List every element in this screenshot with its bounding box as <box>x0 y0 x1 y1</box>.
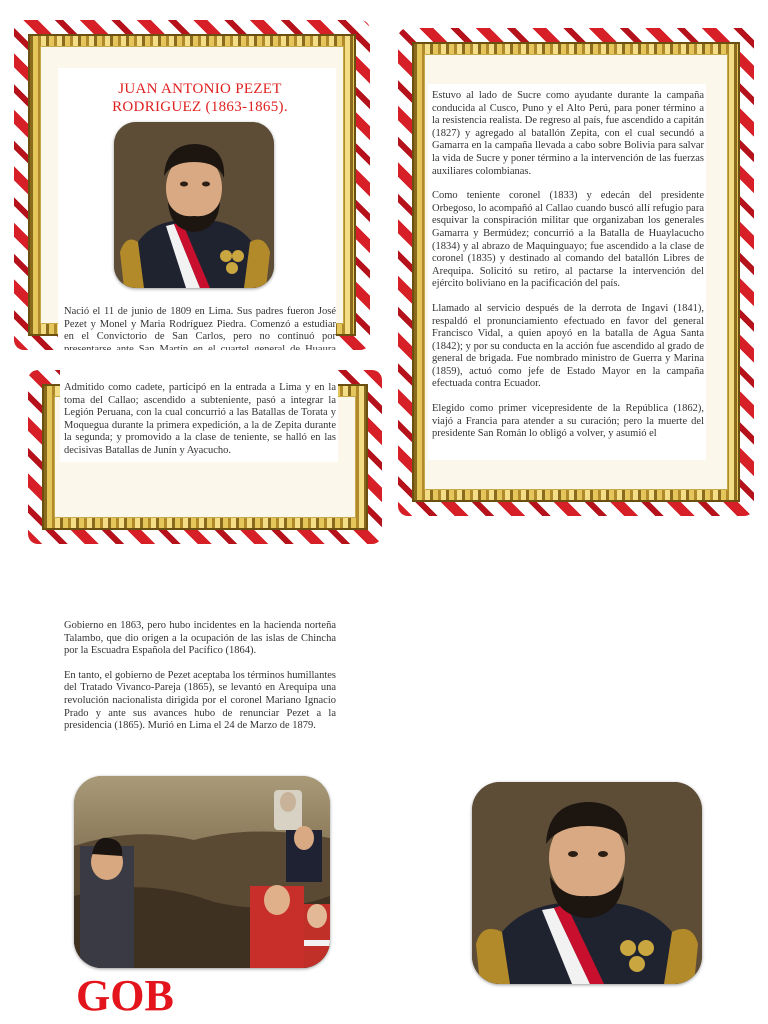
battle-collage-image <box>74 776 330 968</box>
card2-bio: Admitido como cadete, participó en la entrada a Lima y en la toma del Callao; ascendido a subteniente, pasó a integrar la Legión Peruana, con la cual concurrió a las Batallas de Torata y Moquegua durante la primera expedición, a la de Zepita durante la segunda; y promovido a la clase de teniente, se halló en las decisivas Batallas de Junín y Ayacucho. <box>64 382 336 456</box>
footer-heading: GOB <box>76 971 174 1020</box>
card3-paragraph: Llamado al servicio después de la derrota de Ingavi (1841), respaldó el pronunciamiento efectuado en favor del general Francisco Vidal, a quien apoyó en la batalla de Agua Santa (1842); y por su conducta en la acción fue ascendido al grado de general de brigada. Fue nombrado ministro de Guerra y Marina (1859), actuó como jefe de Estado Mayor en la campaña efectuada contra Ecuador. <box>432 302 704 390</box>
card3-text <box>432 90 704 456</box>
card3-paragraph: Como teniente coronel (1833) y edecán del presidente Orbegoso, lo acompañó al Callao cuando buscó allí refugio para esquivar la conspiración militar que organizaban los generales Gamarra y Bermúdez; concurrió a la Batalla de Huaylacucho (1834) y al abrazo de Maquinguayo; fue ascendido a la clase de coronel (1835) y destinado al comando del batallón Libres de Arequipa. Solicitó su retiro, al pactarse la intervención del ejército boliviano en la pacificación del país. <box>432 190 704 290</box>
card1-title-line1: JUAN ANTONIO PEZET <box>118 81 282 97</box>
lower-paragraph: Gobierno en 1863, pero hubo incidentes en la hacienda norteña Talambo, que dio origen a la ocupación de las islas de Chincha por la Escuadra Española del Pacífico (1864). <box>64 620 336 657</box>
card1-bio: Nació el 11 de junio de 1809 en Lima. Sus padres fueron José Pezet y Monel y Maria Rodríguez Piedra. Comenzó a estudiar en el Convictorio de San Carlos, pero no continuó por <box>64 306 336 343</box>
portrait-pezet-1 <box>114 122 274 288</box>
lower-text <box>64 620 336 745</box>
portrait-pezet-2-art <box>472 782 702 984</box>
portrait-pezet-2 <box>472 782 702 984</box>
card1-title-line2: RODRIGUEZ (1863-1865). <box>112 99 288 115</box>
card3-paragraph: Elegido como primer vicepresidente de la República (1862), viajó a Francia para atender a su curación; pero la muerte del presidente San Román lo obligó a volver, y asumió el <box>432 403 704 440</box>
card3-paragraph: Estuvo al lado de Sucre como ayudante durante la campaña conducida al Cusco, Puno y el Alto Perú, para poner término a la resistencia realista. De regreso al país, fue ascendido a capitán (1827) y agregado al batallón Zepita, con el cual secundó a Gamarra en la campaña llevada a cabo sobre Bolivia para salvar la vida de Sucre y poner término a la intervención de las fuerzas auxiliares colombianas. <box>432 90 704 177</box>
battle-collage-art <box>74 776 330 968</box>
portrait-pezet-1-art <box>114 122 274 288</box>
lower-paragraph: En tanto, el gobierno de Pezet aceptaba los términos humillantes del Tratado Vivanco-Pareja (1865), se levantó en Arequipa una revolución nacionalista dirigida por el coronel Mariano Ignacio Prado y ante sus avances hubo de renunciar Pezet a la presidencia (1865). Murió en Lima el 24 de Marzo de 1879. <box>64 669 336 732</box>
card1-title <box>70 80 330 116</box>
